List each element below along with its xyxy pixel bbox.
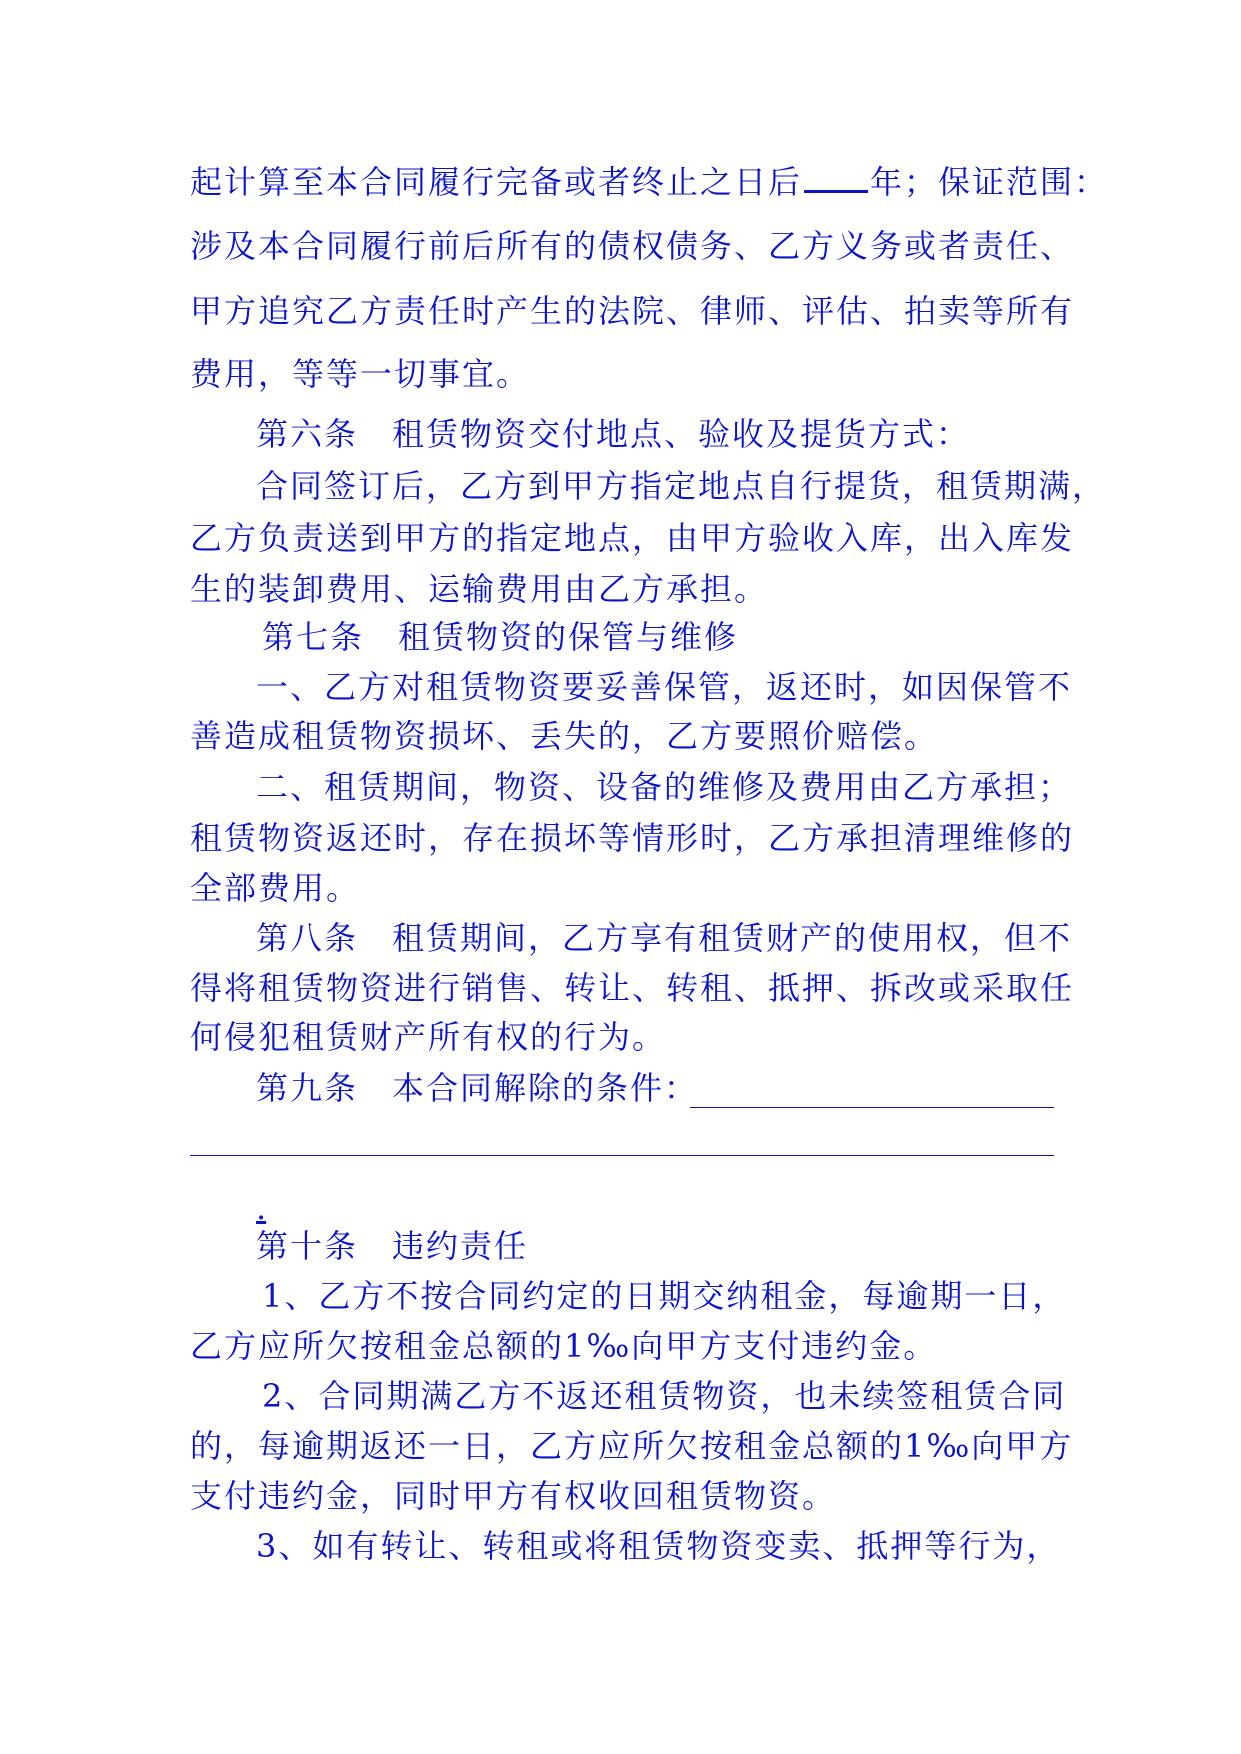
text-line-26: 3、如有转让、转租或将租赁物资变卖、抵押等行为， bbox=[256, 1527, 1061, 1565]
text-line-1-part-a: 起计算至本合同履行完备或者终止之日后 bbox=[190, 163, 803, 201]
text-line-6: 合同签订后，乙方到甲方指定地点自行提货，租赁期满， bbox=[256, 467, 1107, 505]
text-line-10: 一、乙方对租赁物资要妥善保管，返还时，如因保管不 bbox=[256, 668, 1073, 706]
text-line-24: 的，每逾期返还一日，乙方应所欠按租金总额的1‰向甲方 bbox=[190, 1427, 1074, 1465]
article-9-heading: 第九条 本合同解除的条件： bbox=[256, 1069, 699, 1107]
text-line-4: 费用，等等一切事宜。 bbox=[190, 355, 531, 393]
text-line-2: 涉及本合同履行前后所有的债权债务、乙方义务或者责任、 bbox=[190, 227, 1075, 265]
text-line-13: 租赁物资返还时，存在损坏等情形时，乙方承担清理维修的 bbox=[190, 819, 1075, 857]
text-line-16: 得将租赁物资进行销售、转让、转租、抵押、拆改或采取任 bbox=[190, 969, 1075, 1007]
article-6-heading: 第六条 租赁物资交付地点、验收及提货方式： bbox=[256, 415, 971, 453]
text-line-25: 支付违约金，同时甲方有权收回租赁物资。 bbox=[190, 1477, 837, 1515]
text-line-17: 何侵犯租赁财产所有权的行为。 bbox=[190, 1018, 667, 1056]
fill-in-blank-termination-line-2[interactable] bbox=[190, 1155, 1054, 1156]
text-line-23: 2、合同期满乙方不返还租赁物资，也未续签租赁合同 bbox=[262, 1377, 1067, 1415]
text-line-1 bbox=[190, 162, 1108, 202]
article-8-heading: 第八条 租赁期间，乙方享有租赁财产的使用权，但不 bbox=[256, 919, 1073, 957]
fill-in-blank-termination-line-1[interactable] bbox=[690, 1107, 1054, 1108]
text-line-11: 善造成租赁物资损坏、丢失的，乙方要照价赔偿。 bbox=[190, 717, 939, 755]
period-mark: . bbox=[256, 1189, 267, 1227]
text-line-8: 生的装卸费用、运输费用由乙方承担。 bbox=[190, 570, 769, 608]
fill-in-blank-years[interactable] bbox=[804, 162, 868, 193]
article-10-heading: 第十条 违约责任 bbox=[256, 1227, 529, 1265]
text-line-22: 乙方应所欠按租金总额的1‰向甲方支付违约金。 bbox=[190, 1327, 938, 1365]
text-line-14: 全部费用。 bbox=[190, 869, 361, 907]
text-line-21: 1、乙方不按合同约定的日期交纳租金，每逾期一日， bbox=[262, 1277, 1067, 1315]
text-line-3: 甲方追究乙方责任时产生的法院、律师、评估、拍卖等所有 bbox=[190, 292, 1075, 330]
article-7-heading: 第七条 租赁物资的保管与维修 bbox=[262, 618, 739, 656]
text-line-12: 二、租赁期间，物资、设备的维修及费用由乙方承担； bbox=[256, 768, 1073, 806]
text-line-1-part-b: 年；保证范围： bbox=[870, 163, 1109, 201]
text-line-7: 乙方负责送到甲方的指定地点，由甲方验收入库，出入库发 bbox=[190, 519, 1075, 557]
